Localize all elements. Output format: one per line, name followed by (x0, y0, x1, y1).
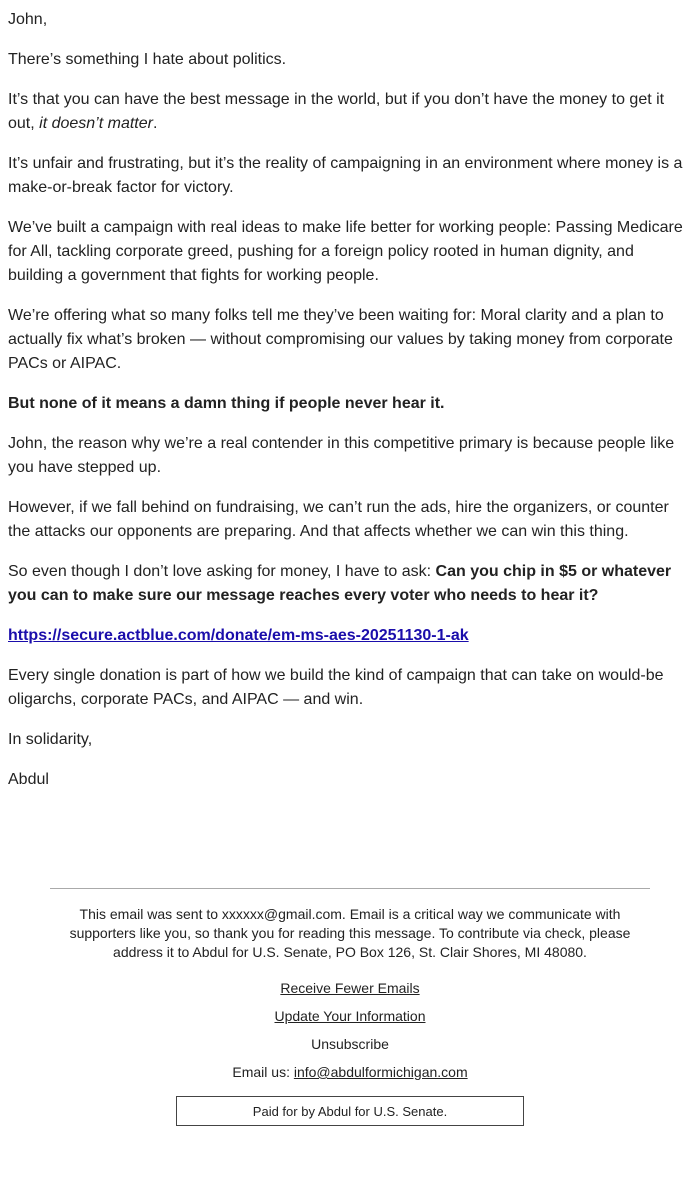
greeting: John, (8, 11, 48, 28)
receive-fewer-line (50, 974, 650, 1002)
unsubscribe-line (50, 1030, 650, 1058)
footer-links (50, 974, 650, 1086)
email-footer (50, 888, 650, 1126)
paragraph-4: We’ve built a campaign with real ideas to make life better for working people: Passing Medicare for All, tackling corporate greed, pushing for a foreign policy rooted in human dignity, and building a government that fights for working people. (8, 219, 683, 284)
paragraph-2-text: It’s that you can have the best message in the world, but if you don’t have the money to get it out, (8, 91, 665, 132)
paragraph-2 (8, 88, 688, 136)
paragraph-8: However, if we fall behind on fundraising, we can’t run the ads, hire the organizers, or counter the attacks our opponents are preparing. And that affects whether we can win this thing. (8, 499, 669, 540)
paragraph-9-text: So even though I don’t love asking for money, I have to ask: (8, 563, 436, 580)
email-body (8, 8, 688, 808)
paragraph-2-end: . (152, 115, 158, 132)
signature: Abdul (8, 771, 49, 788)
paragraph-10: Every single donation is part of how we build the kind of campaign that can take on would-be oligarchs, corporate PACs, and AIPAC — and win. (8, 667, 664, 708)
receive-fewer-emails-link[interactable]: Receive Fewer Emails (280, 980, 420, 996)
update-info-line (50, 1002, 650, 1030)
donation-ask: Can you chip in $5 or whatever you can to make sure our message reaches every voter who needs to hear it? (8, 563, 672, 604)
paragraph-5: We’re offering what so many folks tell me they’ve been waiting for: Moral clarity and a plan to actually fix what’s broken — without compromising our values by taking money from corporate PACs or AIPAC. (8, 307, 673, 372)
donate-link-paragraph (8, 624, 688, 648)
email-us-line (50, 1058, 650, 1086)
update-information-link[interactable]: Update Your Information (274, 1008, 426, 1024)
paragraph-7: John, the reason why we’re a real contender in this competitive primary is because people like you have stepped up. (8, 435, 675, 476)
paid-for-disclaimer: Paid for by Abdul for U.S. Senate. (176, 1096, 524, 1126)
footer-note: This email was sent to xxxxxx@gmail.com. Email is a critical way we communicate with supporters like you, so thank you for reading this message. To contribute via check, please address it to Abdul for U.S. Senate, PO Box 126, St. Clair Shores, MI 48080. (69, 906, 631, 960)
paragraph-3: It’s unfair and frustrating, but it’s the reality of campaigning in an environment where money is a make-or-break factor for victory. (8, 155, 683, 196)
donate-link[interactable]: https://secure.actblue.com/donate/em-ms-aes-20251130-1-ak (8, 627, 469, 644)
paragraph-9 (8, 560, 688, 608)
paragraph-1: There’s something I hate about politics. (8, 51, 287, 68)
paragraph-6-bold: But none of it means a damn thing if people never hear it. (8, 395, 445, 412)
unsubscribe-link[interactable]: Unsubscribe (311, 1036, 389, 1052)
contact-email-link[interactable]: info@abdulformichigan.com (293, 1064, 468, 1080)
closing: In solidarity, (8, 731, 93, 748)
paragraph-2-italic: it doesn’t matter (39, 115, 153, 132)
email-us-label: Email us: (232, 1064, 294, 1080)
